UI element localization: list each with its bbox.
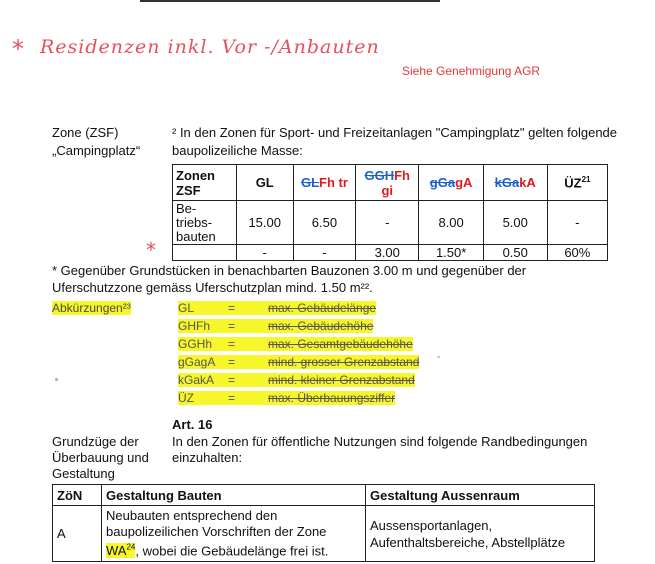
table-cell: - bbox=[236, 245, 293, 261]
article-text: In den Zonen für öffentliche Nutzungen sind folgende Randbedingungen einzuhalten: bbox=[172, 434, 588, 465]
page-top-edge bbox=[140, 0, 440, 2]
bauten-cell bbox=[102, 506, 366, 562]
table-header-row bbox=[53, 485, 595, 506]
abbreviation-item: ÜZ = max. Überbauungsziffer bbox=[178, 391, 396, 405]
header-ggaga bbox=[419, 165, 483, 201]
abbreviations-label: Abkürzungen²³ bbox=[52, 301, 131, 315]
handwritten-star: * bbox=[12, 35, 24, 63]
table-cell: 5.00 bbox=[483, 201, 547, 245]
abbreviation-item: gGagA = mind. grosser Grenzabstand bbox=[178, 355, 420, 369]
row-label: Be- triebs- bauten bbox=[173, 201, 237, 245]
zone-label bbox=[52, 124, 140, 160]
table-cell: 0.50 bbox=[483, 245, 547, 261]
abbreviation-item: kGakA = mind. kleiner Grenzabstand bbox=[178, 373, 415, 387]
handwritten-row-star: * bbox=[146, 238, 156, 262]
header-glfh-new: Fh tr bbox=[319, 175, 348, 190]
abbreviation-item: GL = max. Gebäudelänge bbox=[178, 301, 377, 315]
handwritten-note: Residenzen inkl. Vor -/Anbauten bbox=[40, 36, 380, 58]
article-title: Art. 16 bbox=[172, 417, 213, 432]
abbreviation-item: GHFh = max. Gebäudehöhe bbox=[178, 319, 374, 333]
table-cell: 6.50 bbox=[293, 201, 355, 245]
header-kgaka-new: kA bbox=[519, 175, 536, 190]
table-row bbox=[173, 245, 608, 261]
aussenraum-cell: Aussensportanlagen, Aufenthaltsbereiche, Abstellplätze bbox=[366, 506, 595, 562]
zone-measures-table bbox=[172, 164, 608, 261]
bauten-text: Neubauten entsprechend den baupolizeilichen Vorschriften der Zone bbox=[106, 508, 327, 539]
bauten-tail: , wobei die Gebäudelänge frei ist. bbox=[135, 543, 329, 559]
header-uez bbox=[547, 165, 607, 201]
footnote-paragraph: * Gegenüber Grundstücken in benachbarten Bauzonen 3.00 m und gegenüber der Uferschutzzone gemäss Uferschutzplan mind. 1.50 m²². bbox=[52, 263, 527, 295]
header-uez-sup: 21 bbox=[581, 174, 591, 184]
zone-label-line2: „Campingplatz“ bbox=[52, 143, 141, 158]
header-glfh-struck: GL bbox=[300, 175, 320, 190]
header-glfh bbox=[293, 165, 355, 201]
header-kgaka bbox=[483, 165, 547, 201]
header-gghfh-new: Fh gi bbox=[381, 167, 410, 198]
table-cell: - bbox=[547, 201, 607, 245]
article-side-label: Grundzüge der Überbauung und Gestaltung bbox=[52, 434, 149, 481]
table-cell: 60% bbox=[547, 245, 607, 261]
header-gghfh bbox=[356, 165, 419, 201]
public-zones-table bbox=[52, 484, 595, 562]
table-cell: 3.00 bbox=[356, 245, 419, 261]
zone-cell: A bbox=[53, 506, 102, 562]
header-gestaltung-bauten: Gestaltung Bauten bbox=[102, 485, 366, 506]
header-gestaltung-aussenraum: Gestaltung Aussenraum bbox=[366, 485, 595, 506]
bauten-highlight: WA$^{24}$ bbox=[106, 543, 136, 559]
table-row bbox=[53, 506, 595, 562]
abbreviation-item: GGHh = max. Gesamtgebäudehöhe bbox=[178, 337, 413, 351]
header-uez-text: ÜZ bbox=[564, 175, 582, 191]
approval-reference: Siehe Genehmigung AGR bbox=[402, 64, 541, 78]
table-cell: - bbox=[293, 245, 355, 261]
header-zoen: ZöN bbox=[53, 485, 102, 506]
table-cell: 1.50* bbox=[419, 245, 483, 261]
table-cell: 8.00 bbox=[419, 201, 483, 245]
intro-paragraph: ² In den Zonen für Sport- und Freizeitanlagen "Campingplatz" gelten folgende baupolizeiliche Masse: bbox=[172, 125, 618, 158]
header-ggaga-new: gA bbox=[455, 175, 473, 190]
header-zonen: Zonen ZSF bbox=[173, 165, 237, 201]
header-gl: GL bbox=[236, 165, 293, 201]
header-gghfh-struck: GGH bbox=[364, 167, 395, 183]
header-kgaka-struck: kGa bbox=[494, 175, 520, 190]
table-cell: 15.00 bbox=[236, 201, 293, 245]
zone-label-line1: Zone (ZSF) bbox=[52, 125, 119, 140]
row-label bbox=[173, 245, 237, 261]
table-header-row bbox=[173, 165, 608, 201]
table-cell: - bbox=[356, 201, 419, 245]
table-row bbox=[173, 201, 608, 245]
header-ggaga-struck: gGa bbox=[429, 175, 456, 190]
scan-speck bbox=[437, 356, 440, 358]
scan-speck bbox=[55, 378, 58, 381]
